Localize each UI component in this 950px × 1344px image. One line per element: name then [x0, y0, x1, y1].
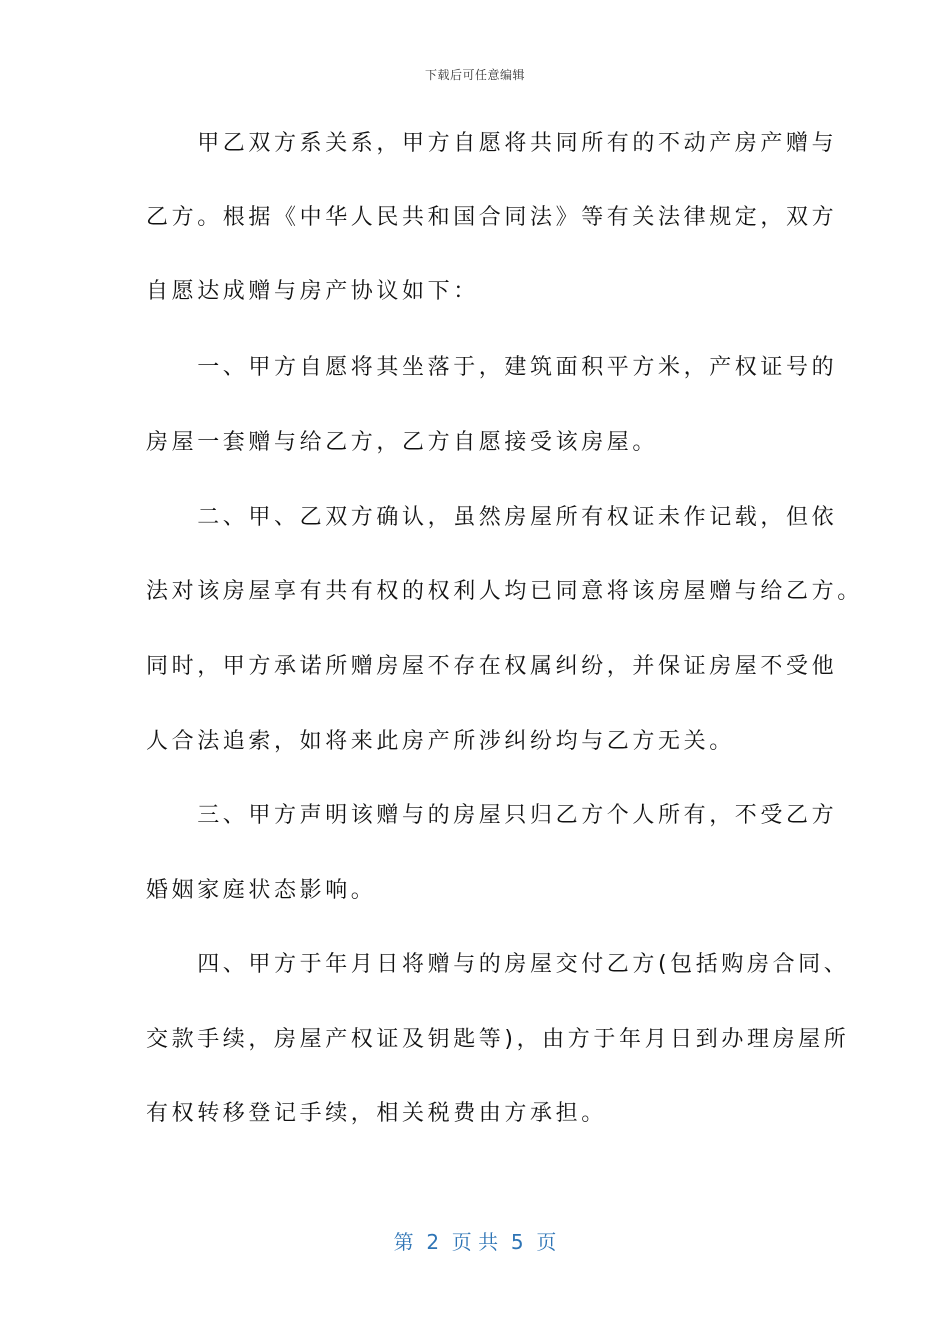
paragraph-line: 四、甲方于年月日将赠与的房屋交付乙方(包括购房合同、 [146, 952, 850, 977]
paragraph-line: 交款手续，房屋产权证及钥匙等)，由方于年月日到办理房屋所 [146, 1027, 850, 1052]
paragraph-line: 乙方。根据《中华人民共和国合同法》等有关法律规定，双方 [146, 205, 838, 230]
paragraph-line: 一、甲方自愿将其坐落于，建筑面积平方米，产权证号的 [146, 355, 838, 380]
header-note: 下载后可任意编辑 [424, 68, 525, 82]
paragraph-line: 三、甲方声明该赠与的房屋只归乙方个人所有，不受乙方 [146, 803, 838, 828]
paragraph-line: 婚姻家庭状态影响。 [146, 878, 377, 903]
paragraph-line: 人合法追索，如将来此房产所涉纠纷均与乙方无关。 [146, 729, 735, 754]
paragraph-line: 有权转移登记手续，相关税费由方承担。 [146, 1101, 607, 1126]
paragraph-line: 同时，甲方承诺所赠房屋不存在权属纠纷，并保证房屋不受他 [146, 654, 838, 679]
paragraph-line: 自愿达成赠与房产协议如下： [146, 279, 479, 304]
paragraph-line: 房屋一套赠与给乙方，乙方自愿接受该房屋。 [146, 430, 659, 455]
paragraph-line: 法对该房屋享有共有权的权利人均已同意将该房屋赠与给乙方。 [146, 579, 863, 604]
paragraph-line: 二、甲、乙双方确认，虽然房屋所有权证未作记载，但依 [146, 505, 838, 530]
page-number-footer: 第 2 页 共 5 页 [393, 1230, 557, 1254]
paragraph-line: 甲乙双方系关系，甲方自愿将共同所有的不动产房产赠与 [146, 131, 838, 156]
